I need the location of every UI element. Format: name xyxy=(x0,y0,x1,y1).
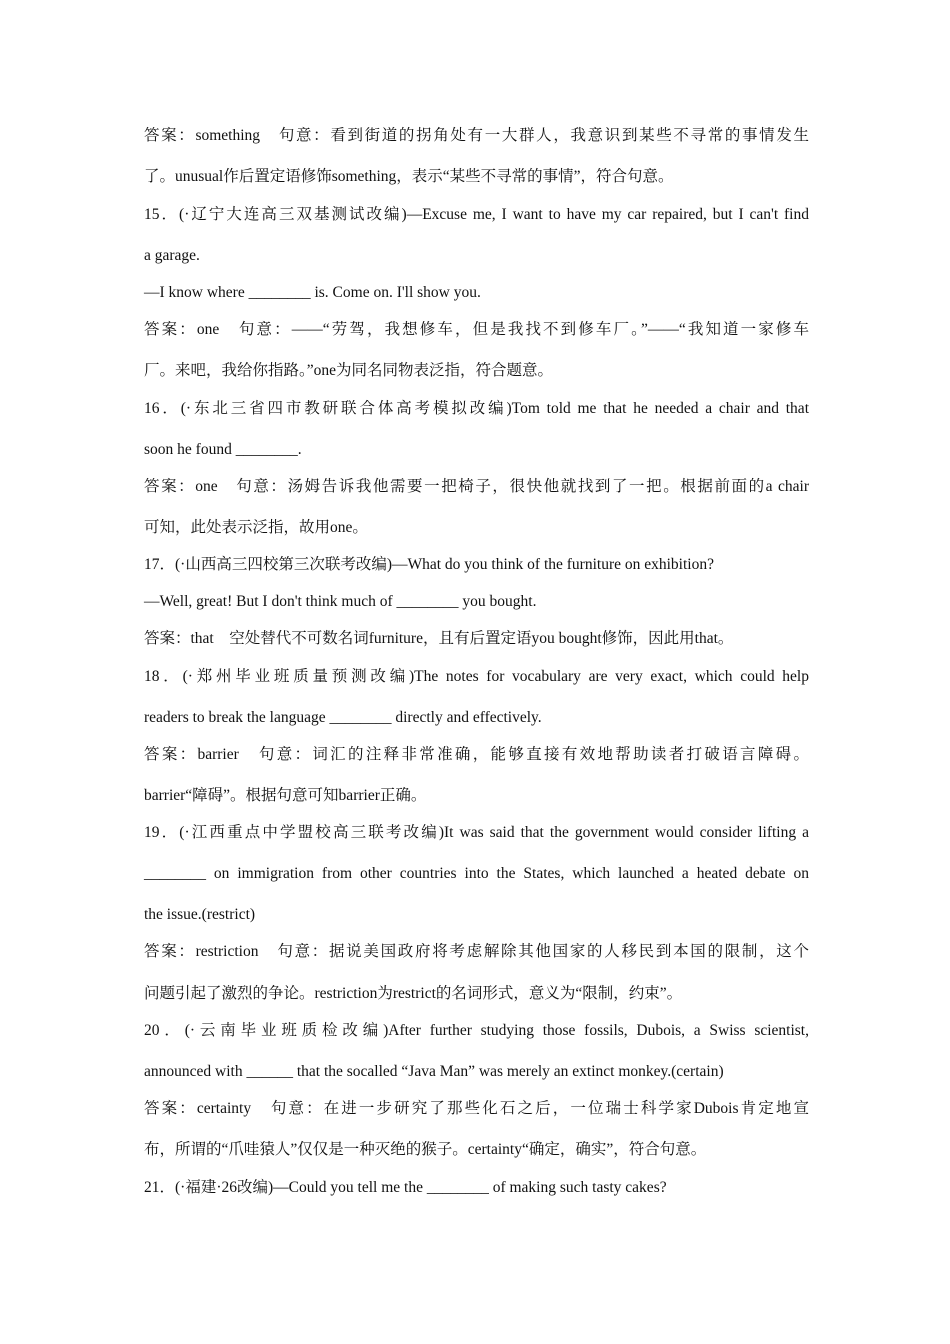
text-line: a garage. xyxy=(144,247,200,264)
text-line: 答案：one 句意：——“劳驾，我想修车，但是我找不到修车厂。”——“我知道一家修车 xyxy=(144,321,809,338)
text-line: barrier“障碍”。根据句意可知barrier正确。 xyxy=(144,787,427,804)
text-line: 20．(·云南毕业班质检改编)After further studying those fossils, Dubois, a Swiss scientist, xyxy=(144,1022,809,1039)
text-line: readers to break the language ________ directly and effectively. xyxy=(144,709,542,726)
text-line: 答案：something 句意：看到街道的拐角处有一大群人，我意识到某些不寻常的事情发生 xyxy=(144,127,809,144)
text-line: 答案：one 句意：汤姆告诉我他需要一把椅子，很快他就找到了一把。根据前面的a chair xyxy=(144,478,809,495)
text-line: 答案：restriction 句意：据说美国政府将考虑解除其他国家的人移民到本国的限制，这个 xyxy=(144,943,809,960)
text-line: the issue.(restrict) xyxy=(144,906,256,923)
text-line: —I know where ________ is. Come on. I'll show you. xyxy=(144,284,481,301)
text-line: 15．(·辽宁大连高三双基测试改编)—Excuse me, I want to have my car repaired, but I can't find xyxy=(144,206,809,223)
text-line: ________ on immigration from other countries into the States, which launched a heated debate on xyxy=(144,865,809,882)
text-line: 答案：that 空处替代不可数名词furniture，且有后置定语you bought修饰，因此用that。 xyxy=(144,630,734,647)
text-line: 布，所谓的“爪哇猿人”仅仅是一种灭绝的猴子。certainty“确定，确实”，符合句意。 xyxy=(144,1141,707,1158)
text-line: 17．(·山西高三四校第三次联考改编)—What do you think of the furniture on exhibition? xyxy=(144,556,714,573)
text-line: 答案：barrier 句意：词汇的注释非常准确，能够直接有效地帮助读者打破语言障碍。 xyxy=(144,746,809,763)
text-line: 厂。来吧，我给你指路。”one为同名同物表泛指，符合题意。 xyxy=(144,362,554,379)
text-line: 18．(·郑州毕业班质量预测改编)The notes for vocabulary are very exact, which could help xyxy=(144,668,809,685)
text-line: —Well, great! But I don't think much of ________ you bought. xyxy=(144,593,537,610)
text-line: 了。unusual作后置定语修饰something，表示“某些不寻常的事情”，符合句意。 xyxy=(144,168,674,185)
text-line: 21．(·福建·26改编)—Could you tell me the ________ of making such tasty cakes? xyxy=(144,1179,667,1196)
text-line: announced with ______ that the socalled “Java Man” was merely an extinct monkey.(certain) xyxy=(144,1063,724,1080)
text-line: 19．(·江西重点中学盟校高三联考改编)It was said that the government would consider lifting a xyxy=(144,824,809,841)
text-line: 可知，此处表示泛指，故用one。 xyxy=(144,519,368,536)
text-line: 16．(·东北三省四市教研联合体高考模拟改编)Tom told me that he needed a chair and that xyxy=(144,400,809,417)
text-line: soon he found ________. xyxy=(144,441,302,458)
text-line: 答案：certainty 句意：在进一步研究了那些化石之后，一位瑞士科学家Dubois肯定地宣 xyxy=(144,1100,809,1117)
text-line: 问题引起了激烈的争论。restriction为restrict的名词形式，意义为“限制，约束”。 xyxy=(144,985,683,1002)
